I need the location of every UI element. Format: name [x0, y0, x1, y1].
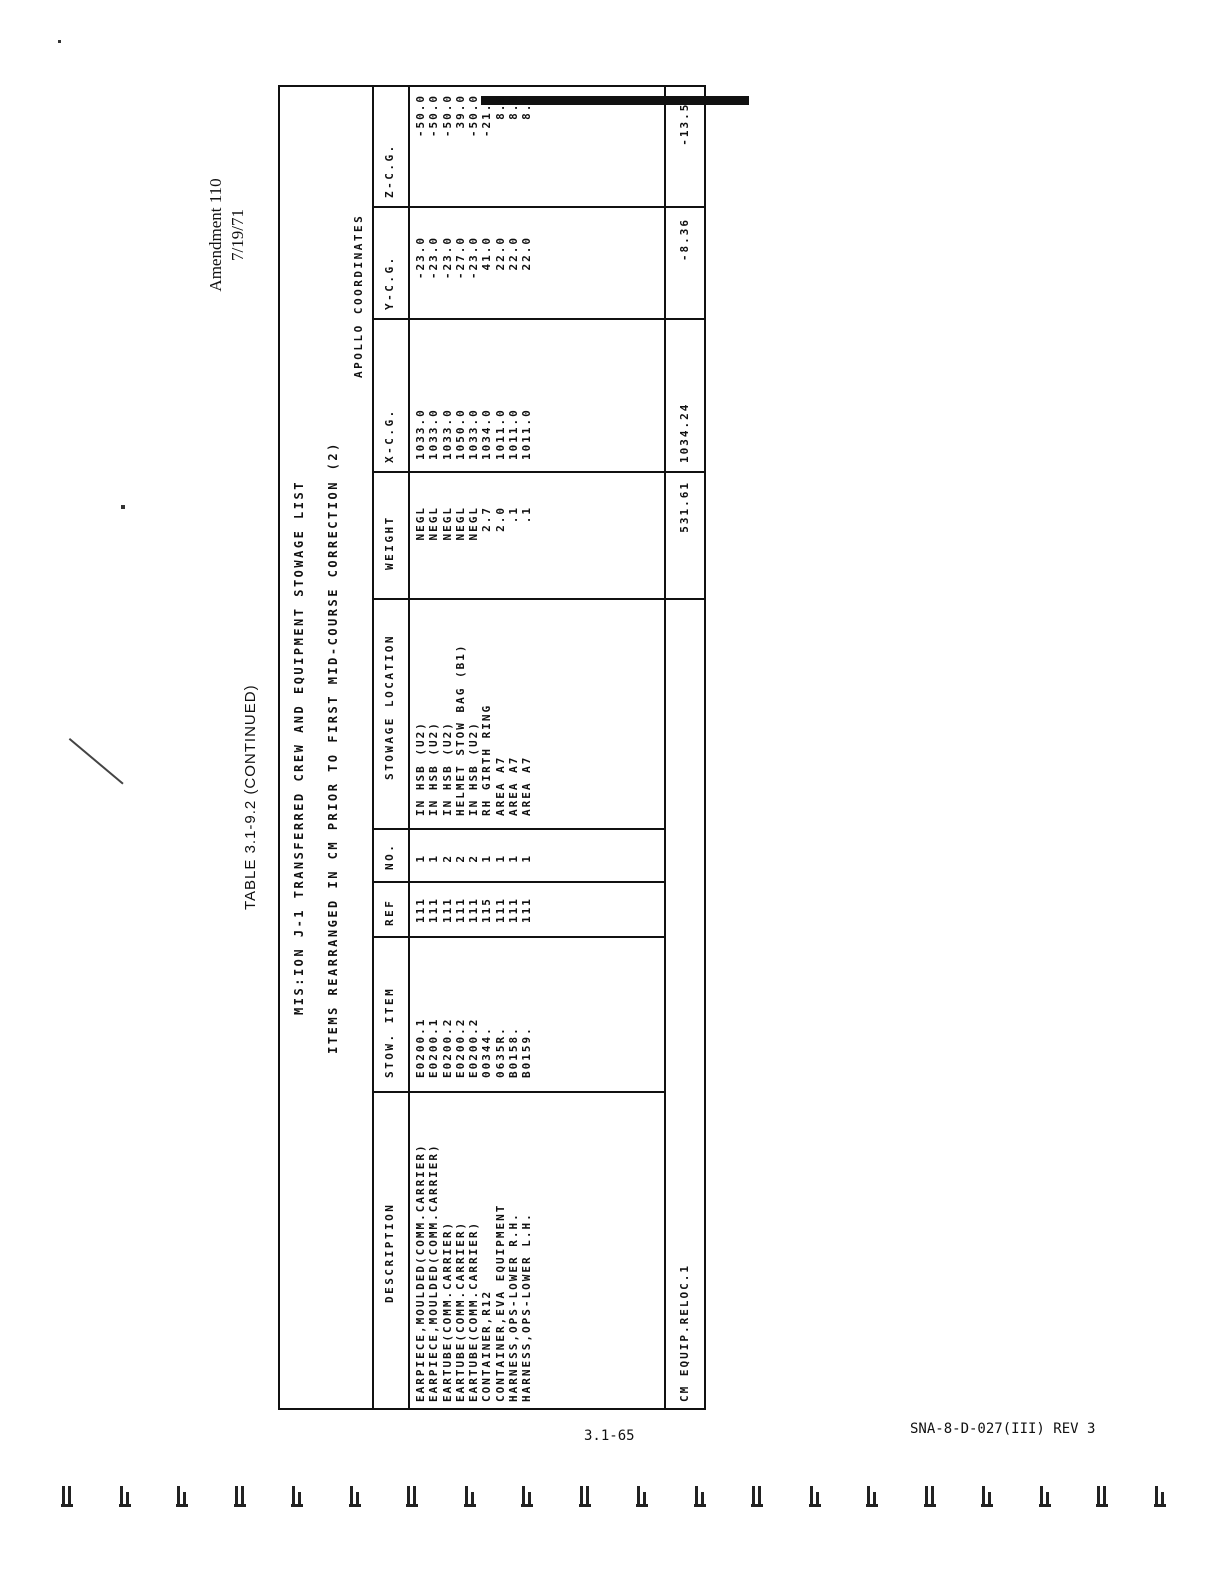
row-description: EARTUBE(COMM.CARRIER)	[440, 1220, 454, 1402]
stow-item-column	[414, 1018, 534, 1078]
header-stow-item: STOW. ITEM	[383, 986, 396, 1078]
index-mark	[865, 1486, 879, 1508]
row-stow-item: 0635R.	[493, 1026, 507, 1078]
row-ref: 111	[414, 897, 427, 923]
index-mark	[290, 1486, 304, 1508]
index-mark	[578, 1486, 592, 1508]
header-y-cg: Y-C.G.	[383, 255, 396, 310]
row-location: IN HSB (U2)	[414, 721, 427, 816]
row-y-cg: 22.0	[507, 236, 521, 271]
no-column	[414, 854, 534, 880]
col-rule	[372, 318, 704, 320]
header-location: STOWAGE LOCATION	[383, 634, 396, 780]
total-x-cg: 1034.24	[678, 402, 691, 463]
weight-column	[414, 506, 534, 596]
row-y-cg: -23.0	[414, 236, 427, 280]
row-description: EARTUBE(COMM.CARRIER)	[467, 1220, 481, 1402]
header-bottom-rule	[408, 87, 410, 1408]
row-y-cg: 22.0	[493, 236, 507, 271]
index-mark	[348, 1486, 362, 1508]
index-mark	[1095, 1486, 1109, 1508]
index-mark	[175, 1486, 189, 1508]
row-weight: 2.7	[480, 506, 494, 532]
row-stow-item: B0158.	[507, 1026, 521, 1078]
row-x-cg: 1033.0	[440, 408, 454, 460]
row-z-cg: 8.0	[493, 94, 507, 120]
row-x-cg: 1033.0	[427, 408, 441, 460]
row-location: IN HSB (U2)	[427, 721, 441, 816]
row-location: AREA A7	[493, 755, 507, 816]
header-no: NO.	[383, 842, 396, 870]
amendment-date: 7/19/71	[228, 209, 247, 261]
row-z-cg: 8.0	[507, 94, 521, 120]
document-id: SNA-8-D-027(III) REV 3	[910, 1421, 1096, 1437]
row-z-cg: -50.0	[467, 94, 481, 138]
total-z-cg: -13.59	[678, 94, 691, 146]
table-title: MIS:ION J-1 TRANSFERRED CREW AND EQUIPMENT STOWAGE LIST	[292, 480, 306, 1015]
row-x-cg: 1011.0	[493, 408, 507, 460]
total-weight: 531.61	[678, 481, 691, 533]
row-quantity: 2	[440, 854, 454, 863]
header-description: DESCRIPTION	[383, 1202, 396, 1303]
row-description: CONTAINER,R12	[480, 1289, 494, 1402]
index-marks	[60, 1486, 1160, 1516]
row-y-cg: -23.0	[427, 236, 441, 280]
total-description: CM EQUIP.RELOC.1	[678, 1264, 691, 1402]
row-description: EARPIECE,MOULDED(COMM.CARRIER)	[414, 1143, 427, 1402]
row-z-cg: -50.0	[427, 94, 441, 138]
index-mark	[1153, 1486, 1167, 1508]
row-x-cg: 1011.0	[507, 408, 521, 460]
row-stow-item: E0200.1	[414, 1017, 427, 1078]
row-location: HELMET STOW BAG (B1)	[453, 643, 467, 816]
col-rule	[372, 936, 664, 938]
row-stow-item: E0200.2	[440, 1017, 454, 1078]
index-mark	[693, 1486, 707, 1508]
header-z-cg: Z-C.G.	[383, 143, 396, 198]
col-rule	[372, 828, 664, 830]
index-mark	[520, 1486, 534, 1508]
row-ref: 111	[507, 897, 521, 923]
stowage-table	[278, 85, 706, 1410]
page-number: 3.1-65	[584, 1428, 635, 1444]
row-description: HARNESS,OPS-LOWER R.H.	[507, 1212, 521, 1402]
index-mark	[405, 1486, 419, 1508]
row-location: AREA A7	[507, 755, 521, 816]
row-description: EARTUBE(COMM.CARRIER)	[453, 1220, 467, 1402]
index-mark	[60, 1486, 74, 1508]
row-quantity: 1	[480, 854, 494, 863]
amendment-label: Amendment 110	[206, 178, 225, 292]
row-weight: NEGL	[427, 506, 441, 541]
row-description: CONTAINER,EVA EQUIPMENT	[493, 1203, 507, 1402]
row-ref: 115	[480, 897, 494, 923]
index-mark	[118, 1486, 132, 1508]
row-z-cg: 8.0	[520, 94, 534, 120]
row-x-cg: 1011.0	[520, 408, 534, 460]
row-ref: 111	[427, 897, 441, 923]
row-z-cg: -50.0	[414, 94, 427, 138]
index-mark	[750, 1486, 764, 1508]
row-weight: NEGL	[414, 506, 427, 541]
header-x-cg: X-C.G.	[383, 408, 396, 463]
row-stow-item: B0159.	[520, 1026, 534, 1078]
index-mark	[233, 1486, 247, 1508]
row-x-cg: 1050.0	[453, 408, 467, 460]
row-y-cg: -23.0	[440, 236, 454, 280]
location-column	[414, 644, 534, 816]
row-quantity: 2	[453, 854, 467, 863]
row-ref: 111	[520, 897, 534, 923]
index-mark	[635, 1486, 649, 1508]
row-y-cg: 41.0	[480, 236, 494, 271]
row-quantity: 1	[427, 854, 441, 863]
row-quantity: 1	[507, 854, 521, 863]
col-rule	[372, 1091, 664, 1093]
index-mark	[980, 1486, 994, 1508]
coord-group-label: APOLLO COORDINATES	[352, 213, 365, 378]
z-cg-column	[414, 94, 534, 206]
col-rule	[372, 881, 664, 883]
row-stow-item: E0200.2	[453, 1017, 467, 1078]
col-rule	[372, 598, 704, 600]
row-weight: 2.0	[493, 506, 507, 532]
col-rule	[372, 206, 704, 208]
total-rule	[664, 87, 666, 1408]
index-mark	[808, 1486, 822, 1508]
description-column	[414, 1143, 534, 1402]
row-x-cg: 1034.0	[480, 408, 494, 460]
row-quantity: 1	[493, 854, 507, 863]
row-stow-item: 00344.	[480, 1026, 494, 1078]
row-quantity: 2	[467, 854, 481, 863]
row-y-cg: -27.0	[453, 236, 467, 280]
row-stow-item: E0200.1	[427, 1017, 441, 1078]
coord-sub-rule	[372, 87, 374, 408]
table-subtitle: ITEMS REARRANGED IN CM PRIOR TO FIRST MID-COURSE CORRECTION (2)	[326, 441, 340, 1054]
col-rule	[372, 471, 704, 473]
row-ref: 111	[440, 897, 454, 923]
y-cg-column	[414, 236, 534, 316]
table-caption: TABLE 3.1-9.2 (CONTINUED)	[242, 684, 259, 910]
index-mark	[923, 1486, 937, 1508]
row-quantity: 1	[520, 854, 534, 863]
total-y-cg: -8.36	[678, 218, 691, 262]
row-stow-item: E0200.2	[467, 1017, 481, 1078]
row-ref: 111	[453, 897, 467, 923]
row-weight: NEGL	[453, 506, 467, 541]
row-weight: NEGL	[440, 506, 454, 541]
index-mark	[463, 1486, 477, 1508]
row-weight: NEGL	[467, 506, 481, 541]
header-weight: WEIGHT	[383, 515, 396, 570]
header-ref: REF	[383, 898, 396, 926]
row-y-cg: 22.0	[520, 236, 534, 271]
row-z-cg: -50.0	[440, 94, 454, 138]
row-quantity: 1	[414, 854, 427, 863]
row-y-cg: -23.0	[467, 236, 481, 280]
x-cg-column	[414, 408, 534, 460]
row-x-cg: 1033.0	[467, 408, 481, 460]
row-location: IN HSB (U2)	[467, 721, 481, 816]
row-description: HARNESS,OPS-LOWER L.H.	[520, 1212, 534, 1402]
amendment-block	[205, 160, 249, 310]
index-mark	[1038, 1486, 1052, 1508]
row-weight: .1	[520, 506, 534, 524]
row-z-cg: 39.0	[453, 94, 467, 129]
row-location: AREA A7	[520, 755, 534, 816]
row-weight: .1	[507, 506, 521, 524]
row-location: RH GIRTH RING	[480, 703, 494, 816]
row-ref: 111	[467, 897, 481, 923]
row-x-cg: 1033.0	[414, 408, 427, 460]
ref-column	[414, 897, 534, 923]
row-z-cg: -21.0	[480, 94, 494, 138]
row-ref: 111	[493, 897, 507, 923]
row-location: IN HSB (U2)	[440, 721, 454, 816]
row-description: EARPIECE,MOULDED(COMM.CARRIER)	[427, 1143, 441, 1402]
